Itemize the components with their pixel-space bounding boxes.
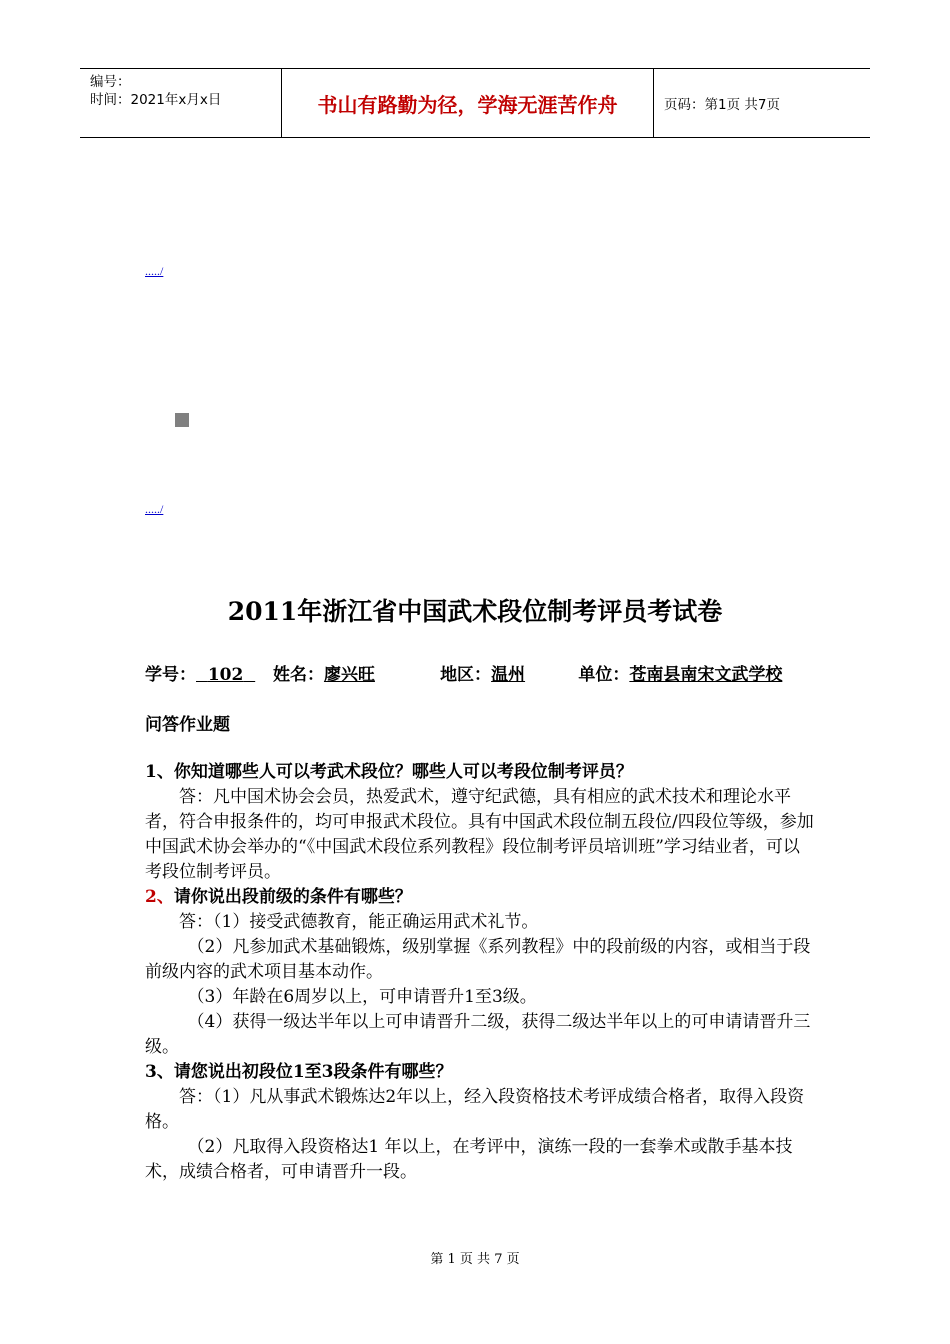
- question-1: 1、你知道哪些人可以考武术段位？哪些人可以考段位制考评员？: [145, 762, 633, 782]
- region-value: 温州: [491, 665, 526, 685]
- header-table: [80, 68, 870, 138]
- id-value: 102: [207, 665, 244, 685]
- section-title: 问答作业题: [145, 715, 230, 735]
- unit-value: 苍南县南宋文武学校: [629, 665, 783, 685]
- answer-3-line-2: （2）凡取得入段资格达1 年以上，在考评中，演练一段的一套拳术或散手基本技术，成绩合格者，可申请晋升一段。: [145, 1137, 793, 1182]
- region-label: 地区：: [440, 665, 492, 685]
- link-2[interactable]: ...../: [145, 502, 164, 516]
- answer-2-line-4: （4）获得一级达半年以上可申请晋升二级，获得二级达半年以上的可申请请晋升三级。: [145, 1012, 811, 1057]
- unit-label: 单位：: [578, 665, 630, 685]
- link-1[interactable]: ...../: [145, 264, 164, 278]
- header-left-cell: [80, 69, 282, 137]
- question-2: 2、请你说出段前级的条件有哪些？: [145, 887, 412, 907]
- id-label: 学号：: [145, 665, 196, 685]
- name-label: 姓名：: [272, 665, 324, 685]
- student-info: [145, 660, 782, 685]
- question-3: 3、请您说出初段位1至3段条件有哪些？: [145, 1062, 453, 1082]
- page-info: 页码：第1页 共7页: [664, 97, 780, 113]
- page-footer: 第 1 页 共 7 页: [430, 1252, 520, 1267]
- name-value: 廖兴旺: [323, 665, 375, 685]
- questions-block: [145, 760, 815, 1185]
- answer-1-line-1: 答：凡中国术协会会员，热爱武术，遵守纪武德，具有相应的武术技术和理论水平者，符合申报条件的，均可申报武术段位。具有中国武术段位制五段位/四段位等级，参加中国武术协会举办的“《中国武术段位系列教程》段位制考评员培训班”学习结业者，可以考段位制考评员。: [145, 787, 814, 882]
- time-label: 时间：2021年x月x日: [90, 92, 222, 108]
- page-title: 2011年浙江省中国武术段位制考评员考试卷: [227, 597, 723, 626]
- answer-3-line-1: 答：（1）凡从事武术锻炼达2年以上，经入段资格技术考评成绩合格者，取得入段资格。: [145, 1087, 805, 1132]
- number-label: 编号：: [90, 74, 131, 90]
- answer-2-line-3: （3）年龄在6周岁以上，可申请晋升1至3级。: [145, 987, 537, 1007]
- motto: 书山有路勤为径，学海无涯苦作舟: [282, 69, 654, 137]
- answer-2-line-1: 答：（1）接受武德教育，能正确运用武术礼节。: [145, 912, 539, 932]
- answer-2-line-2: （2）凡参加武术基础锻炼，级别掌握《系列教程》中的段前级的内容，或相当于段前级内容的武术项目基本动作。: [145, 937, 811, 982]
- placeholder-square-icon: [175, 413, 189, 427]
